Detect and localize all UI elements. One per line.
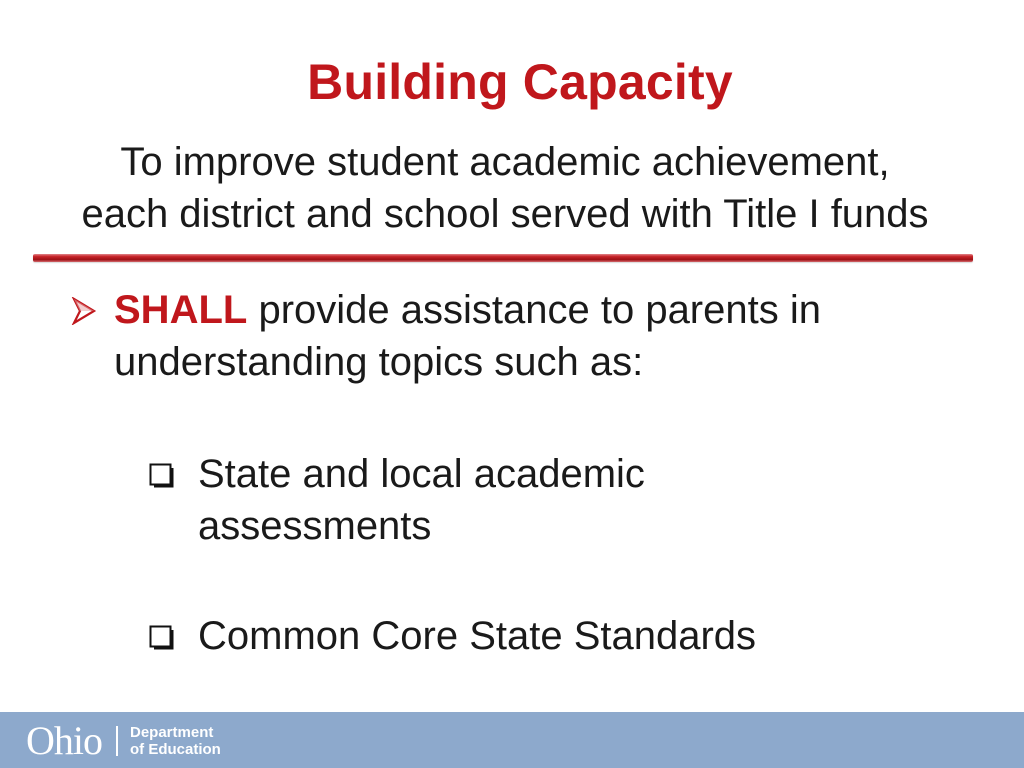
logo-separator: [116, 726, 118, 756]
ohio-education-logo: [26, 718, 221, 763]
checkbox-bullet-icon: [148, 624, 176, 652]
dept-line-2: of Education: [130, 741, 221, 758]
arrow-bullet-icon: [70, 297, 98, 325]
sub-bullet-text: State and local academic assessments: [198, 452, 645, 548]
checkbox-bullet-icon: [148, 462, 176, 490]
subtitle-line-1: To improve student academic achievement,: [120, 140, 890, 184]
slide-subtitle: [0, 136, 1010, 240]
divider-rule: [33, 254, 973, 262]
subtitle-line-2: each district and school served with Title I funds: [81, 192, 929, 236]
footer-bar: [0, 712, 1024, 768]
sub-bullet-text: Common Core State Standards: [198, 614, 757, 658]
sub-bullet-item: [148, 448, 848, 558]
sub-bullet-item: [148, 610, 868, 666]
main-bullet-body: provide assistance to parents in understanding topics such as:: [114, 288, 821, 384]
dept-line-1: Department: [130, 724, 214, 741]
logo-department: [130, 724, 221, 758]
logo-wordmark: Ohio: [26, 718, 102, 763]
slide-title: Building Capacity: [307, 54, 733, 110]
main-bullet-text: [114, 284, 954, 388]
shall-emphasis: SHALL: [114, 288, 248, 332]
